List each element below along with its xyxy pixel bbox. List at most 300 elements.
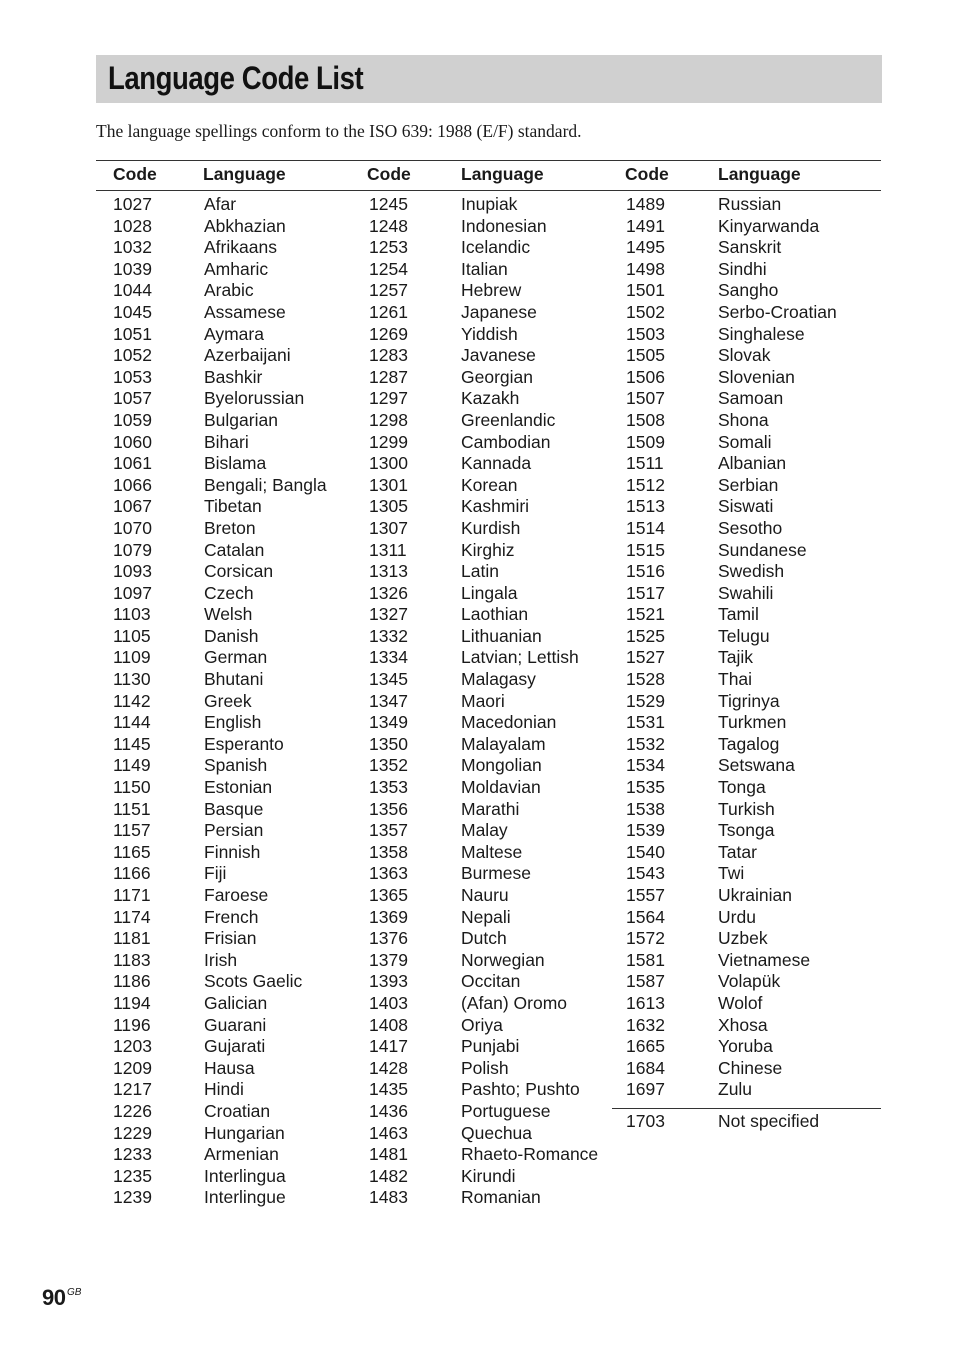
language-cell: Esperanto [204, 733, 284, 754]
table-row [626, 950, 881, 972]
code-cell: 1332 [369, 625, 408, 646]
code-cell: 1245 [369, 194, 408, 214]
code-cell: 1144 [113, 712, 151, 733]
language-cell: Bhutani [204, 669, 264, 690]
code-cell: 1353 [369, 777, 408, 798]
language-cell: Bengali; Bangla [204, 474, 327, 495]
table-row [113, 259, 363, 281]
code-cell: 1363 [369, 863, 408, 884]
code-cell: 1512 [626, 474, 665, 495]
intro-text: The language spellings conform to the ISO 639: 1988 (E/F) standard. [96, 121, 582, 141]
code-cell: 1253 [369, 237, 408, 258]
code-cell: 1254 [369, 258, 408, 279]
code-cell: 1257 [369, 280, 408, 301]
table-row [369, 194, 619, 216]
table-row [626, 194, 881, 216]
code-cell: 1534 [626, 755, 665, 776]
table-row [626, 1015, 881, 1037]
table-top-rule [96, 160, 881, 161]
code-cell: 1166 [113, 863, 151, 884]
code-cell: 1529 [626, 690, 665, 711]
language-cell: Bashkir [204, 366, 263, 387]
language-cell: Shona [718, 409, 769, 430]
table-column-1 [113, 194, 363, 1209]
table-row [369, 453, 619, 475]
table-row [113, 1101, 363, 1123]
table-row [369, 432, 619, 454]
code-cell: 1261 [369, 301, 408, 322]
code-cell: 1581 [626, 949, 665, 970]
table-row [369, 885, 619, 907]
code-cell: 1528 [626, 669, 665, 690]
code-cell: 1436 [369, 1100, 408, 1121]
language-cell: Sundanese [718, 539, 807, 560]
table-row [626, 410, 881, 432]
page-title: Language Code List [108, 60, 364, 96]
language-cell: Cambodian [461, 431, 551, 452]
language-cell: Hindi [204, 1079, 244, 1100]
table-row [113, 518, 363, 540]
language-cell: Albanian [718, 453, 787, 474]
code-cell: 1365 [369, 885, 408, 905]
table-row [626, 971, 881, 993]
code-cell: 1301 [369, 474, 408, 495]
table-row [369, 1015, 619, 1037]
table-row [113, 971, 363, 993]
code-cell: 1334 [369, 647, 408, 668]
not-specified-row [626, 1111, 881, 1133]
code-cell: 1217 [113, 1079, 152, 1100]
language-cell: Latvian; Lettish [461, 647, 579, 668]
table-row [626, 1036, 881, 1058]
language-cell: Bihari [204, 431, 249, 452]
table-row [626, 518, 881, 540]
table-row [113, 388, 363, 410]
language-cell: Tamil [718, 604, 759, 625]
language-cell: Guarani [204, 1014, 267, 1035]
table-row [369, 1144, 619, 1166]
language-cell: Tigrinya [718, 690, 780, 711]
table-row [369, 777, 619, 799]
table-row [113, 345, 363, 367]
code-cell: 1514 [626, 517, 665, 538]
language-cell: Gujarati [204, 1036, 266, 1057]
language-cell: Uzbek [718, 928, 768, 949]
code-cell: 1229 [113, 1122, 152, 1143]
code-cell: 1349 [369, 712, 408, 733]
language-cell: Korean [461, 474, 518, 495]
code-cell: 1684 [626, 1057, 665, 1078]
language-cell: Breton [204, 517, 256, 538]
language-cell: Indonesian [461, 215, 547, 236]
table-row [113, 432, 363, 454]
table-row [369, 410, 619, 432]
code-cell: 1057 [113, 388, 152, 409]
code-cell: 1357 [369, 820, 408, 841]
table-row [626, 755, 881, 777]
language-cell: Hebrew [461, 280, 522, 301]
code-cell: 1183 [113, 949, 151, 970]
code-cell: 1287 [369, 366, 408, 387]
table-row [369, 626, 619, 648]
table-row [113, 324, 363, 346]
code-cell: 1498 [626, 258, 665, 279]
table-row [626, 777, 881, 799]
code-cell: 1527 [626, 647, 665, 668]
table-row [626, 691, 881, 713]
code-cell: 1358 [369, 841, 408, 862]
language-cell: Armenian [204, 1144, 279, 1165]
table-row [626, 1079, 881, 1101]
language-cell: Inupiak [461, 194, 518, 214]
language-cell: French [204, 906, 259, 927]
language-cell: Rhaeto-Romance [461, 1144, 599, 1165]
table-row [369, 367, 619, 389]
table-row [113, 734, 363, 756]
table-row [113, 691, 363, 713]
table-row [113, 669, 363, 691]
code-cell: 1157 [113, 820, 151, 841]
language-cell: Portuguese [461, 1100, 551, 1121]
table-row [626, 561, 881, 583]
code-cell: 1515 [626, 539, 665, 560]
code-cell: 1299 [369, 431, 408, 452]
language-cell: Fiji [204, 863, 227, 884]
language-cell: Oriya [461, 1014, 503, 1035]
table-row [369, 216, 619, 238]
language-cell: Wolof [718, 992, 763, 1013]
code-cell: 1505 [626, 345, 665, 366]
table-row [369, 1058, 619, 1080]
table-row [113, 993, 363, 1015]
language-cell: Lingala [461, 582, 518, 603]
table-row [626, 885, 881, 907]
language-cell: Maori [461, 690, 505, 711]
code-cell: 1379 [369, 949, 408, 970]
language-cell: Turkish [718, 798, 775, 819]
code-cell: 1181 [113, 928, 151, 949]
language-cell: English [204, 712, 262, 733]
language-cell: Italian [461, 258, 508, 279]
table-row [626, 928, 881, 950]
code-cell: 1543 [626, 863, 665, 884]
table-row [369, 712, 619, 734]
code-cell: 1557 [626, 885, 665, 905]
language-cell: Javanese [461, 345, 536, 366]
code-cell: 1165 [113, 841, 151, 862]
language-cell: Sangho [718, 280, 779, 301]
table-row [369, 1166, 619, 1188]
language-cell: Xhosa [718, 1014, 768, 1035]
language-cell: Malagasy [461, 669, 536, 690]
table-row [113, 216, 363, 238]
language-cell: Not specified [718, 1111, 820, 1131]
language-cell: Samoan [718, 388, 784, 409]
code-cell: 1174 [113, 906, 151, 927]
table-row [369, 1079, 619, 1101]
language-cell: Serbian [718, 474, 779, 495]
language-cell: Swahili [718, 582, 774, 603]
language-cell: Macedonian [461, 712, 557, 733]
table-row [626, 540, 881, 562]
language-cell: Welsh [204, 604, 253, 625]
table-row [113, 1144, 363, 1166]
table-row [113, 475, 363, 497]
table-row [626, 259, 881, 281]
code-cell: 1059 [113, 409, 152, 430]
language-cell: Catalan [204, 539, 265, 560]
table-row [626, 432, 881, 454]
language-cell: Tajik [718, 647, 754, 668]
code-cell: 1703 [626, 1111, 665, 1131]
table-row [113, 496, 363, 518]
language-cell: Faroese [204, 885, 269, 905]
code-cell: 1203 [113, 1036, 152, 1057]
language-cell: Pashto; Pushto [461, 1079, 580, 1100]
page-suffix: GB [67, 1287, 82, 1298]
code-cell: 1209 [113, 1057, 152, 1078]
table-row [626, 734, 881, 756]
code-cell: 1028 [113, 215, 152, 236]
table-row [626, 993, 881, 1015]
code-cell: 1495 [626, 237, 665, 258]
code-cell: 1531 [626, 712, 665, 733]
code-cell: 1697 [626, 1079, 665, 1100]
table-row [626, 496, 881, 518]
language-cell: Assamese [204, 301, 286, 322]
language-cell: Chinese [718, 1057, 783, 1078]
table-row [369, 518, 619, 540]
table-row [369, 561, 619, 583]
language-cell: Afar [204, 194, 237, 214]
language-cell: Polish [461, 1057, 509, 1078]
language-cell: Bulgarian [204, 409, 278, 430]
table-row [369, 324, 619, 346]
code-cell: 1393 [369, 971, 408, 992]
language-cell: Maltese [461, 841, 523, 862]
language-cell: Corsican [204, 561, 274, 582]
table-row [626, 626, 881, 648]
code-cell: 1572 [626, 928, 665, 949]
code-cell: 1540 [626, 841, 665, 862]
header-language-3: Language [718, 164, 801, 184]
language-cell: Dutch [461, 928, 507, 949]
language-cell: Japanese [461, 301, 537, 322]
table-row [369, 1187, 619, 1209]
table-row [113, 1123, 363, 1145]
code-cell: 1151 [113, 798, 151, 819]
table-row [626, 583, 881, 605]
code-cell: 1347 [369, 690, 408, 711]
table-row [113, 1187, 363, 1209]
language-cell: Swedish [718, 561, 785, 582]
table-row [626, 820, 881, 842]
table-row [113, 799, 363, 821]
table-column-2 [369, 194, 619, 1209]
code-cell: 1491 [626, 215, 665, 236]
language-cell: Thai [718, 669, 753, 690]
code-cell: 1532 [626, 733, 665, 754]
language-cell: Malay [461, 820, 508, 841]
code-cell: 1079 [113, 539, 152, 560]
table-row [626, 388, 881, 410]
table-row [113, 820, 363, 842]
language-cell: Icelandic [461, 237, 531, 258]
code-cell: 1517 [626, 582, 665, 603]
language-cell: Georgian [461, 366, 533, 387]
code-cell: 1045 [113, 301, 152, 322]
table-row [369, 475, 619, 497]
header-code-3: Code [625, 164, 669, 184]
code-cell: 1150 [113, 777, 151, 798]
table-row [113, 453, 363, 475]
language-cell: Russian [718, 194, 782, 214]
language-cell: Hausa [204, 1057, 255, 1078]
language-cell: Nauru [461, 885, 509, 905]
table-row [113, 928, 363, 950]
table-row [626, 453, 881, 475]
code-cell: 1097 [113, 582, 152, 603]
language-cell: Ukrainian [718, 885, 792, 905]
code-cell: 1052 [113, 345, 152, 366]
code-cell: 1305 [369, 496, 408, 517]
table-row [113, 1166, 363, 1188]
code-cell: 1039 [113, 258, 152, 279]
code-cell: 1248 [369, 215, 408, 236]
language-cell: Setswana [718, 755, 795, 776]
code-cell: 1093 [113, 561, 152, 582]
language-cell: Yoruba [718, 1036, 773, 1057]
table-row [626, 302, 881, 324]
code-cell: 1408 [369, 1014, 408, 1035]
code-cell: 1171 [113, 885, 151, 905]
language-cell: Croatian [204, 1100, 271, 1121]
table-row [369, 604, 619, 626]
code-cell: 1196 [113, 1014, 151, 1035]
table-row [369, 842, 619, 864]
code-cell: 1145 [113, 733, 151, 754]
not-specified-rule [612, 1108, 881, 1109]
table-column-3 [626, 194, 881, 1101]
language-cell: German [204, 647, 268, 668]
table-row [113, 626, 363, 648]
language-cell: Frisian [204, 928, 257, 949]
header-language-1: Language [203, 164, 286, 184]
language-cell: Marathi [461, 798, 520, 819]
code-cell: 1269 [369, 323, 408, 344]
header-language-2: Language [461, 164, 544, 184]
code-cell: 1369 [369, 906, 408, 927]
code-cell: 1525 [626, 625, 665, 646]
language-cell: Punjabi [461, 1036, 520, 1057]
code-cell: 1521 [626, 604, 665, 625]
code-cell: 1044 [113, 280, 152, 301]
language-cell: Occitan [461, 971, 521, 992]
language-cell: Abkhazian [204, 215, 286, 236]
code-cell: 1345 [369, 669, 408, 690]
language-cell: Basque [204, 798, 264, 819]
table-row [369, 345, 619, 367]
language-cell: Irish [204, 949, 238, 970]
table-row [113, 194, 363, 216]
table-row [369, 1101, 619, 1123]
code-cell: 1613 [626, 992, 665, 1013]
code-cell: 1070 [113, 517, 152, 538]
language-cell: Tibetan [204, 496, 262, 517]
language-cell: Sanskrit [718, 237, 782, 258]
code-cell: 1632 [626, 1014, 665, 1035]
language-cell: Lithuanian [461, 625, 542, 646]
table-row [626, 216, 881, 238]
code-cell: 1483 [369, 1187, 408, 1208]
language-cell: Scots Gaelic [204, 971, 303, 992]
table-row [113, 712, 363, 734]
code-cell: 1186 [113, 971, 151, 992]
code-cell: 1051 [113, 323, 152, 344]
table-row [626, 647, 881, 669]
table-row [113, 863, 363, 885]
table-row [369, 820, 619, 842]
table-row [369, 928, 619, 950]
code-cell: 1103 [113, 604, 151, 625]
code-cell: 1535 [626, 777, 665, 798]
code-cell: 1109 [113, 647, 151, 668]
code-cell: 1130 [113, 669, 151, 690]
language-cell: Mongolian [461, 755, 542, 776]
code-cell: 1060 [113, 431, 152, 452]
code-cell: 1032 [113, 237, 152, 258]
language-cell: Moldavian [461, 777, 541, 798]
code-cell: 1105 [113, 625, 151, 646]
code-cell: 1376 [369, 928, 408, 949]
language-cell: Quechua [461, 1122, 533, 1143]
language-cell: Greenlandic [461, 409, 556, 430]
language-cell: Singhalese [718, 323, 805, 344]
language-cell: Finnish [204, 841, 261, 862]
code-cell: 1194 [113, 992, 151, 1013]
language-cell: Kazakh [461, 388, 520, 409]
code-cell: 1463 [369, 1122, 408, 1143]
table-row [369, 583, 619, 605]
code-cell: 1507 [626, 388, 665, 409]
language-cell: Interlingue [204, 1187, 286, 1208]
language-cell: Tonga [718, 777, 766, 798]
code-cell: 1587 [626, 971, 665, 992]
table-row [626, 863, 881, 885]
table-row [626, 799, 881, 821]
code-cell: 1356 [369, 798, 408, 819]
code-cell: 1489 [626, 194, 665, 214]
table-header-rule [96, 190, 881, 191]
code-cell: 1501 [626, 280, 665, 301]
language-cell: Tsonga [718, 820, 775, 841]
table-row [113, 777, 363, 799]
table-row [113, 950, 363, 972]
language-cell: Somali [718, 431, 772, 452]
language-cell: Byelorussian [204, 388, 305, 409]
code-cell: 1538 [626, 798, 665, 819]
table-row [113, 367, 363, 389]
table-row [113, 1079, 363, 1101]
table-row [369, 669, 619, 691]
code-cell: 1061 [113, 453, 152, 474]
code-cell: 1665 [626, 1036, 665, 1057]
language-cell: Malayalam [461, 733, 546, 754]
table-row [369, 496, 619, 518]
page-number: 90 [42, 1285, 66, 1310]
table-row [369, 1036, 619, 1058]
language-cell: Greek [204, 690, 252, 711]
